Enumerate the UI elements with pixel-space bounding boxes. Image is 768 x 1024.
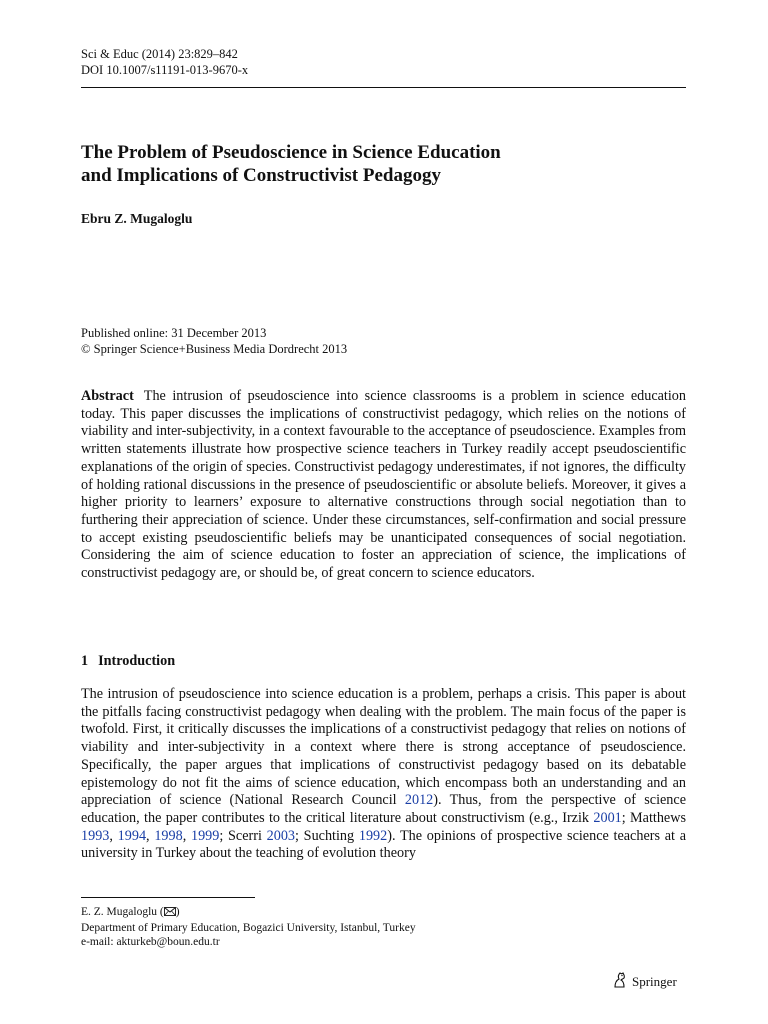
intro-text: ). Thus, from the perspective of science education, the paper contributes to the critical literature about constructivism (e.g., Irzik bbox=[81, 792, 686, 826]
intro-text: ; Scerri bbox=[219, 827, 267, 844]
citation-link[interactable]: 2001 bbox=[593, 809, 622, 826]
footnote-affiliation: Department of Primary Education, Bogazici University, Istanbul, Turkey bbox=[81, 921, 416, 934]
title-line-1: The Problem of Pseudoscience in Science Education bbox=[81, 142, 501, 163]
citation-link[interactable]: 1992 bbox=[358, 827, 388, 844]
journal-header bbox=[81, 46, 686, 78]
footnote-paren: ) bbox=[175, 906, 180, 918]
citation-link[interactable]: 1998 bbox=[154, 827, 183, 844]
abstract bbox=[81, 388, 686, 583]
publisher-logo bbox=[612, 971, 677, 993]
intro-text: The intrusion of pseudoscience into science education is a problem, perhaps a crisis. This paper is about the pitfalls facing constructivist pedagogy when dealing with the problem. The main focus of the paper is twofold. First, it critically discusses the implications of a constructivist pedagogy that relies on notions of viability and inter-subjectivity in a context where there is strong acceptance of pseudoscience. Specifically, the paper argues that implications of constructivist pedagogy based on its debatable epistemology do not fit the aims of science education, which encompass both an understanding and an appreciation of science (National Research Council bbox=[81, 686, 686, 809]
abstract-text: The intrusion of pseudoscience into science classrooms is a problem in science education today. This paper discusses the implications of constructivist pedagogy, which relies on the notions of viability and inter-subjectivity, in a context favourable to the acceptance of pseudoscience. Examples from written statements illustrate how prospective science teachers in Turkey readily accept pseudoscientific explanations of the origin of species. Constructivist pedagogy underestimates, if not ignores, the difficulty of holding rational discussions in the presence of pseudoscientific or absolute beliefs. Moreover, it gives a higher priority to learners’ exposure to alternative constructions through social negotiation than to furthering their appreciation of science. Under these circumstances, self-confirmation and social pressure to accept existing pseudoscientific beliefs may be unanticipated consequences of social negotiation. Considering the aim of science education to foster an appreciation of science, the implications of constructivist pedagogy are, or should be, of great concern to science educators. bbox=[81, 388, 686, 582]
intro-text: ). The opinions of prospective science teachers at a university in Turkey about the teaching of evolution theory bbox=[81, 827, 686, 862]
intro-text: , bbox=[109, 827, 118, 844]
footnote-author-name: E. Z. Mugaloglu ( bbox=[81, 906, 164, 918]
footnote-email[interactable]: e-mail: akturkeb@boun.edu.tr bbox=[81, 936, 220, 948]
footnote bbox=[81, 905, 416, 950]
abstract-label: Abstract bbox=[81, 388, 134, 404]
intro-paragraph bbox=[81, 686, 686, 863]
copyright: © Springer Science+Business Media Dordrecht 2013 bbox=[81, 342, 348, 356]
publication-info bbox=[81, 325, 347, 357]
intro-text: ; Suchting bbox=[295, 827, 359, 844]
section-title: Introduction bbox=[98, 653, 176, 669]
published-date: Published online: 31 December 2013 bbox=[81, 326, 267, 340]
intro-text: ; Matthews bbox=[621, 809, 686, 826]
journal-reference: Sci & Educ (2014) 23:829–842 bbox=[81, 47, 238, 61]
citation-link[interactable]: 2003 bbox=[266, 827, 295, 844]
author-name: Ebru Z. Mugaloglu bbox=[81, 211, 193, 226]
section-number: 1 bbox=[81, 653, 89, 669]
citation-link[interactable]: 1999 bbox=[190, 827, 220, 844]
title-line-2: and Implications of Constructivist Pedagogy bbox=[81, 165, 441, 186]
citation-link[interactable]: 2012 bbox=[404, 792, 434, 809]
springer-horse-icon bbox=[612, 971, 628, 993]
doi[interactable]: DOI 10.1007/s11191-013-9670-x bbox=[81, 63, 249, 77]
header-rule bbox=[81, 87, 686, 88]
footnote-rule bbox=[81, 897, 255, 898]
section-heading bbox=[81, 653, 175, 670]
paper-title bbox=[81, 141, 686, 187]
intro-text: , bbox=[182, 827, 191, 844]
citation-link[interactable]: 1994 bbox=[117, 827, 147, 844]
citation-link[interactable]: 1993 bbox=[81, 827, 110, 844]
footnote-author bbox=[81, 905, 416, 921]
envelope-icon[interactable] bbox=[164, 906, 176, 921]
intro-text: , bbox=[146, 827, 155, 844]
publisher-name: Springer bbox=[632, 974, 677, 989]
